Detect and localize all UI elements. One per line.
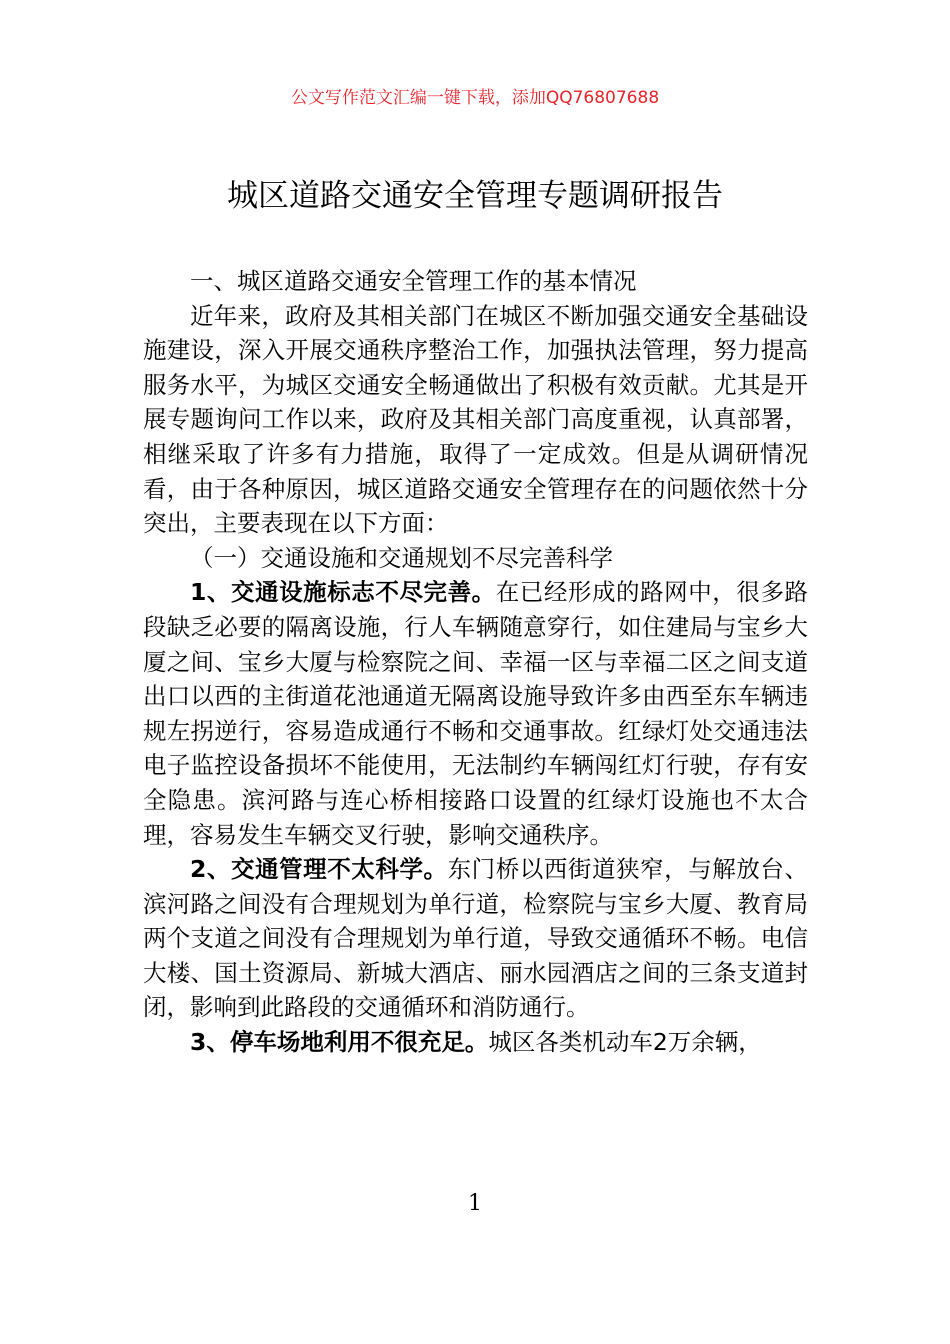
point-text-1: 在已经形成的路网中，很多路段缺乏必要的隔离设施，行人车辆随意穿行，如住建局与宝乡大厦之间、宝乡大厦与检察院之间、幸福一区与幸福二区之间支道出口以西的主街道花池通道无隔离设施导致许多由西至东车辆违规左拐逆行，容易造成通行不畅和交通事故。红绿灯处交通违法电子监控设备损坏不能使用，无法制约车辆闯红灯行驶，存有安全隐患。滨河路与连心桥相接路口设置的红绿灯设施也不太合理，容易发生车辆交叉行驶，影响交通秩序。	[143, 578, 809, 849]
point-paragraph-2	[143, 852, 808, 1025]
point-lead-1: 1、交通设施标志不尽完善。	[190, 578, 496, 607]
section-heading: 一、城区道路交通安全管理工作的基本情况	[190, 267, 637, 295]
point-paragraph-3	[143, 1025, 808, 1060]
point-lead-2: 2、交通管理不太科学。	[190, 855, 448, 884]
point-lead-3: 3、停车场地利用不很充足。	[190, 1028, 489, 1057]
point-paragraph-1	[143, 575, 808, 852]
document-body	[143, 264, 808, 1060]
subsection-heading: （一）交通设施和交通规划不尽完善科学	[190, 543, 613, 572]
point-text-3: 城区各类机动车2万余辆，	[488, 1028, 762, 1057]
page-number: 1	[468, 1191, 482, 1216]
intro-paragraph: 近年来，政府及其相关部门在城区不断加强交通安全基础设施建设，深入开展交通秩序整治工作，加强执法管理，努力提高服务水平，为城区交通安全畅通做出了积极有效贡献。尤其是开展专题询问工作以来，政府及其相关部门高度重视，认真部署，相继采取了许多有力措施，取得了一定成效。但是从调研情况看，由于各种原因，城区道路交通安全管理存在的问题依然十分突出，主要表现在以下方面：	[143, 301, 808, 538]
point-text-2: 东门桥以西街道狭窄，与解放台、滨河路之间没有合理规划为单行道，检察院与宝乡大厦、教育局两个支道之间没有合理规划为单行道，导致交通循环不畅。电信大楼、国土资源局、新城大酒店、丽水园酒店之间的三条支道封闭，影响到此路段的交通循环和消防通行。	[143, 855, 808, 1022]
document-title: 城区道路交通安全管理专题调研报告	[227, 178, 723, 214]
header-note: 公文写作范文汇编一键下载，添加QQ76807688	[290, 88, 660, 108]
